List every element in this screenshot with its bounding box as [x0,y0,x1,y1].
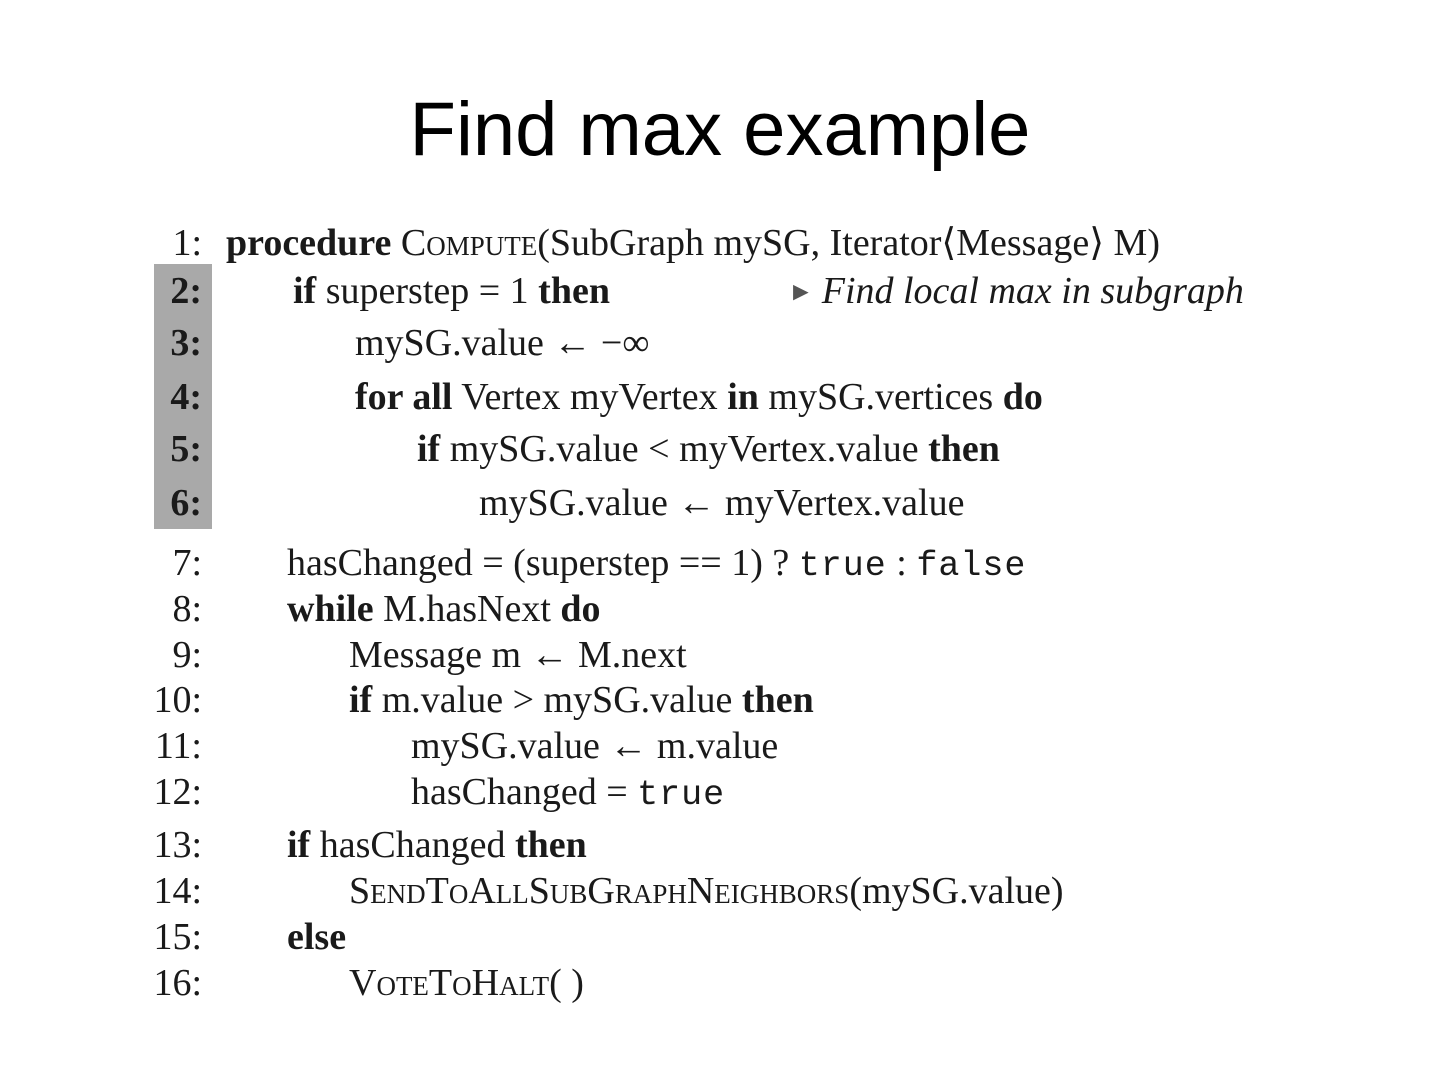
slide-title: Find max example [409,87,1031,172]
code-token: : [886,542,917,584]
line-number: 6: [170,482,202,524]
code-token: m.value > mySG.value [372,679,742,721]
code-line [349,872,1064,910]
line-number: 2: [170,270,202,312]
line-number: 8: [172,588,202,630]
code-token: if [287,824,311,866]
code-token: mySG.value ← −∞ [355,322,650,364]
code-token: hasChanged [310,824,515,866]
code-line [355,378,1043,416]
comment-text: Find local max in subgraph [821,270,1244,312]
code-token: then [514,824,587,866]
line-number: 3: [170,322,202,364]
code-token: hasChanged = [411,771,638,813]
code-token: Message m ← M.next [349,634,687,676]
code-token: while [287,588,374,630]
code-token: mySG.value ← m.value [411,725,779,767]
code-token: do [1002,376,1043,418]
line-number: 14: [153,870,202,912]
line-number: 1: [172,222,202,264]
code-line [349,964,584,1002]
code-token: mySG.value ← myVertex.value [479,482,965,524]
code-line [287,826,587,864]
code-line [411,727,778,765]
code-token: true [637,775,726,815]
code-token: do [560,588,601,630]
code-line [349,681,814,719]
code-token: (SubGraph mySG, Iterator⟨Message⟩ M) [537,222,1160,264]
code-line [287,590,601,628]
code-token: SendToAllSubGraphNeighbors [349,870,850,912]
code-token: true [798,546,887,586]
code-token: false [916,546,1027,586]
line-number: 9: [172,634,202,676]
code-token: (mySG.value) [849,870,1064,912]
line-number: 7: [172,542,202,584]
line-number: 13: [153,824,202,866]
code-token: mySG.value < myVertex.value [440,428,929,470]
code-line [417,430,1000,468]
line-number: 4: [170,376,202,418]
code-token: ( ) [549,962,584,1004]
code-token [391,222,401,264]
code-token: mySG.vertices [758,376,1003,418]
line-number: 16: [153,962,202,1004]
code-token: Compute [400,222,538,264]
code-token: if [293,270,317,312]
line-comment [788,272,1244,310]
code-token: then [538,270,610,312]
line-number: 5: [170,428,202,470]
code-token: Vertex myVertex [452,376,728,418]
code-token: then [928,428,1000,470]
code-line [349,636,687,674]
code-token: procedure [226,222,392,264]
comment-triangle-icon: ► [788,277,814,306]
code-token: if [349,679,373,721]
line-number: 11: [154,725,202,767]
code-line [287,918,346,956]
code-line [226,224,1160,262]
code-token: in [727,376,759,418]
code-line [287,544,1026,584]
code-token: M.hasNext [373,588,561,630]
code-token: then [741,679,814,721]
line-number: 15: [153,916,202,958]
code-token: else [287,916,347,958]
code-token: if [417,428,441,470]
code-token: VoteToHalt [349,962,550,1004]
line-number: 12: [153,771,202,813]
code-line [293,272,610,310]
code-token: for all [355,376,453,418]
code-token: superstep = 1 [316,270,539,312]
code-line [411,773,725,813]
line-number: 10: [153,679,202,721]
code-token: hasChanged = (superstep == 1) ? [287,542,799,584]
code-line [479,484,964,522]
code-line [355,324,649,362]
